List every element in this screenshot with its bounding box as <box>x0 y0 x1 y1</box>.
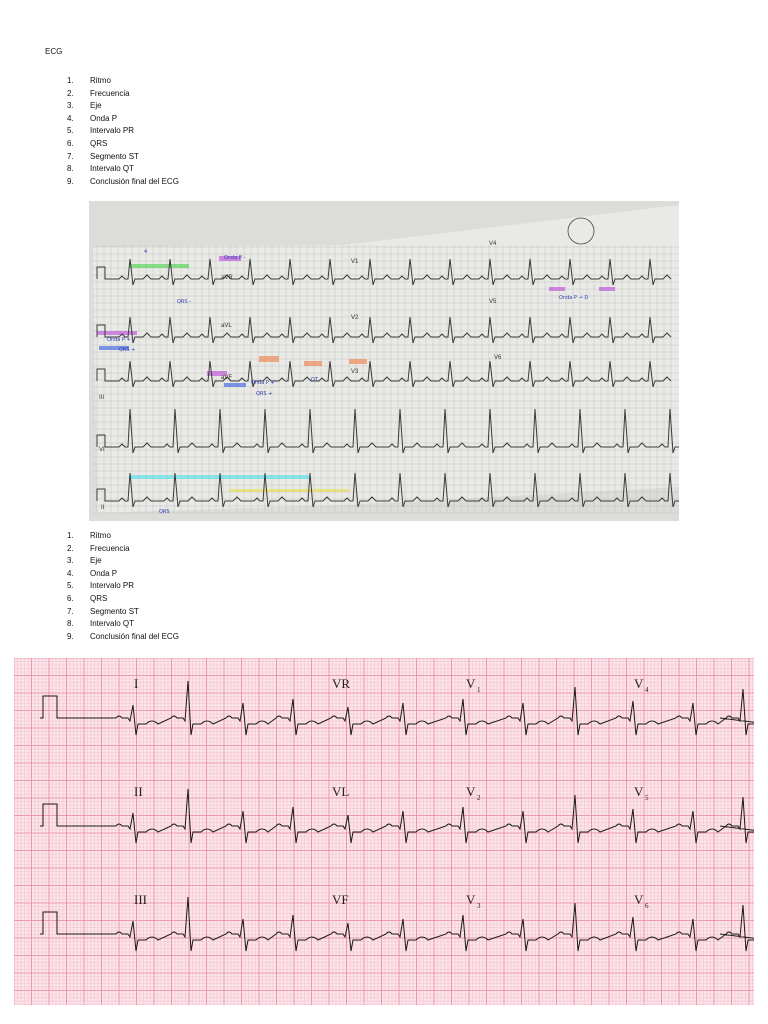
handwritten-note: 4 <box>144 249 148 255</box>
checklist-item <box>67 113 179 126</box>
lead-label: V <box>634 784 644 799</box>
lead-label: VL <box>332 784 350 799</box>
checklist-item <box>67 100 179 113</box>
checklist-item-text: QRS <box>90 138 108 148</box>
checklist-item-number: 5. <box>67 126 74 136</box>
lead-label: II <box>134 784 143 799</box>
checklist-item-text: Intervalo QT <box>90 619 135 629</box>
checklist-item-number: 1. <box>67 76 74 85</box>
lead-label: V <box>466 892 476 907</box>
lead-label: V <box>634 676 644 691</box>
checklist-item-text: Ritmo <box>90 531 111 540</box>
standard-12-lead-ecg <box>14 658 754 1005</box>
checklist-item-text: Conclusión final del ECG <box>90 176 179 186</box>
checklist-item-text: Segmento ST <box>90 606 139 616</box>
checklist-item-number: 3. <box>67 556 74 566</box>
checklist-item <box>67 568 179 581</box>
checklist-item-text: Intervalo PR <box>90 126 135 136</box>
lead-label: VR <box>332 676 351 691</box>
checklist-item-number: 7. <box>67 606 74 616</box>
lead-label-subscript: 6 <box>645 902 649 910</box>
lead-label: III <box>134 892 147 907</box>
checklist-item <box>67 163 179 176</box>
checklist-item <box>67 618 179 631</box>
photo-lead-label: V2 <box>351 315 359 321</box>
photo-lead-label: aVR <box>221 275 233 281</box>
checklist-item-number: 9. <box>67 176 74 186</box>
photo-lead-label: V3 <box>351 369 359 375</box>
photo-lead-label: V5 <box>489 299 497 305</box>
lead-label: I <box>134 676 139 691</box>
checklist-item-number: 6. <box>67 138 74 148</box>
checklist-item <box>67 176 179 189</box>
checklist-item <box>67 555 179 568</box>
handwritten-note: Onda P → D <box>559 295 589 301</box>
lead-label: V <box>466 784 476 799</box>
highlight-mark <box>599 287 615 291</box>
checklist-item-text: Frecuencia <box>90 88 130 98</box>
checklist-item-text: Onda P <box>90 113 118 123</box>
handwritten-note: QRS + <box>256 391 273 397</box>
highlight-mark <box>349 359 367 364</box>
ecg-checklist-2 <box>67 530 179 643</box>
checklist-item-text: Segmento ST <box>90 151 139 161</box>
lead-label-subscript: 2 <box>477 794 481 802</box>
highlight-mark <box>97 331 137 335</box>
checklist-item <box>67 593 179 606</box>
checklist-item-text: Intervalo PR <box>90 581 135 591</box>
photo-lead-label: V1 <box>351 259 359 265</box>
checklist-item-number: 8. <box>67 164 74 174</box>
handwritten-ecg-photo <box>89 201 679 521</box>
checklist-item-number: 1. <box>67 531 74 540</box>
checklist-item <box>67 75 179 88</box>
handwritten-note: Onda P + <box>251 380 275 386</box>
highlight-mark <box>129 264 189 268</box>
photo-lead-label: III <box>99 395 105 401</box>
lead-label: V <box>466 676 476 691</box>
handwritten-note: QRS + <box>119 347 136 353</box>
pink-ecg-svg <box>14 658 754 1005</box>
photo-lead-label: aVL <box>221 323 232 329</box>
checklist-item-number: 9. <box>67 631 74 641</box>
photo-lead-label: II <box>101 505 105 511</box>
photo-ecg-svg <box>89 201 679 521</box>
lead-label-subscript: 1 <box>477 686 481 694</box>
checklist-item <box>67 580 179 593</box>
checklist-item-number: 8. <box>67 619 74 629</box>
checklist-item-text: Ritmo <box>90 76 111 85</box>
checklist-item-number: 3. <box>67 101 74 111</box>
checklist-item <box>67 138 179 151</box>
checklist-item <box>67 125 179 138</box>
highlight-mark <box>229 489 349 492</box>
checklist-item-text: Onda P <box>90 568 118 578</box>
checklist-item <box>67 151 179 164</box>
handwritten-note: QRS <box>159 509 170 515</box>
photo-lead-label: V4 <box>489 241 497 247</box>
checklist-item-number: 7. <box>67 151 74 161</box>
handwritten-note: Onda P + <box>107 337 131 343</box>
lead-label-subscript: 5 <box>645 794 649 802</box>
lead-label-subscript: 4 <box>645 686 649 694</box>
checklist-item <box>67 606 179 619</box>
checklist-item <box>67 543 179 556</box>
lead-label: V <box>634 892 644 907</box>
checklist-item-number: 6. <box>67 593 74 603</box>
checklist-item-text: QRS <box>90 593 108 603</box>
checklist-item-number: 2. <box>67 88 74 98</box>
photo-lead-label: aVF <box>221 375 233 381</box>
checklist-item-text: Frecuencia <box>90 543 130 553</box>
checklist-item-number: 2. <box>67 543 74 553</box>
checklist-item-text: Intervalo QT <box>90 164 135 174</box>
ecg-checklist-1 <box>67 75 179 188</box>
highlight-mark <box>549 287 565 291</box>
checklist-item <box>67 88 179 101</box>
photo-lead-label: VI <box>99 447 105 453</box>
checklist-item-text: Eje <box>90 101 102 111</box>
handwritten-note: QRS - <box>177 299 191 305</box>
photo-lead-label: V6 <box>494 355 502 361</box>
checklist-item-text: Conclusión final del ECG <box>90 631 179 641</box>
lead-label-subscript: 3 <box>477 902 481 910</box>
checklist-item-number: 5. <box>67 581 74 591</box>
document-title: ECG <box>45 47 63 56</box>
checklist-item <box>67 530 179 543</box>
checklist-item-number: 4. <box>67 568 74 578</box>
checklist-item-number: 4. <box>67 113 74 123</box>
highlight-mark <box>304 361 322 366</box>
handwritten-note: QT <box>311 377 318 383</box>
checklist-item-text: Eje <box>90 556 102 566</box>
checklist-item <box>67 631 179 644</box>
handwritten-note: Onda P - <box>224 255 246 261</box>
highlight-mark <box>259 356 279 362</box>
lead-label: VF <box>332 892 349 907</box>
highlight-mark <box>224 383 246 387</box>
highlight-mark <box>129 475 309 479</box>
